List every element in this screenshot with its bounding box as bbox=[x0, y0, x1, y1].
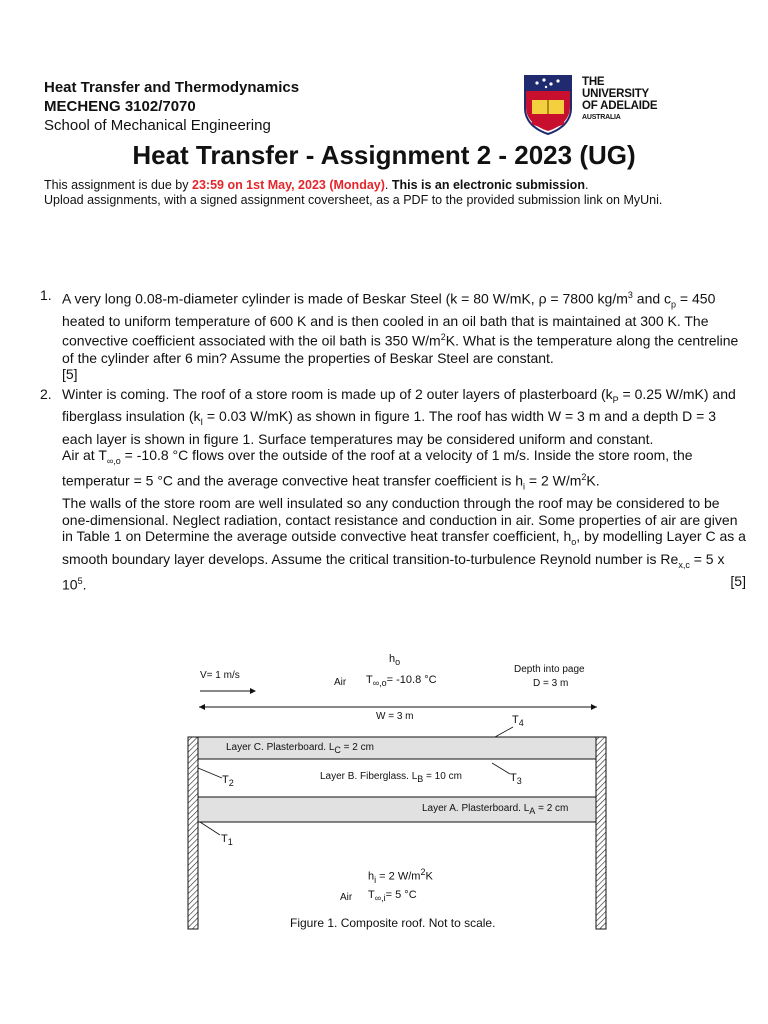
page-title: Heat Transfer - Assignment 2 - 2023 (UG) bbox=[132, 140, 636, 170]
upload-instructions: Upload assignments, with a signed assignment coversheet, as a PDF to the provided submission link on MyUni. bbox=[44, 193, 663, 207]
university-logo bbox=[522, 74, 672, 136]
course-info bbox=[44, 78, 299, 135]
layer-b-label: Layer B. Fiberglass. $L_B = 10$ cm bbox=[320, 771, 462, 784]
question-1: 1. A very long 0.08-m-diameter cylinder is made of Beskar Steel (k = 80 W/mK, ρ = 7800 $kg/m^3$ and $c_p = 450$ heated to uniform temperature of 600 K and is then cooled in an oil bath that is maintained at 300 K. The convective coefficient associated with the oil bath is 350 $W/m^2K$. What is the temperature along the centreline of the cylinder after 6 min? Assume the properties of Beskar Steel are constant. [5] bbox=[40, 287, 739, 383]
logo-wordmark: THE UNIVERSITY OF ADELAIDE AUSTRALIA bbox=[582, 76, 658, 121]
depth-label: Depth into page bbox=[514, 664, 585, 675]
layer-a-label: Layer A. Plasterboard. $L_A = 2$ cm bbox=[422, 803, 569, 816]
t-inside-label: $T_{\infty,i}= 5$ °C bbox=[368, 889, 417, 904]
school-name: School of Mechanical Engineering bbox=[44, 117, 271, 134]
layer-c-label: Layer C. Plasterboard. $L_C = 2$ cm bbox=[226, 742, 374, 755]
t4-label: $T_4$ bbox=[512, 714, 524, 729]
air-top-label: Air bbox=[334, 677, 347, 688]
width-label: W = 3 m bbox=[376, 711, 414, 722]
velocity-label: V= 1 m/s bbox=[200, 670, 240, 681]
course-code: MECHENG 3102/7070 bbox=[44, 98, 196, 115]
due-date: 23:59 on 1st May, 2023 (Monday) bbox=[192, 178, 385, 192]
q2-mark: [5] bbox=[730, 572, 746, 589]
figure-caption: Figure 1. Composite roof. Not to scale. bbox=[290, 916, 496, 930]
figure-composite-roof bbox=[0, 640, 768, 940]
t1-label: $T_1$ bbox=[221, 833, 233, 848]
due-line: This assignment is due by 23:59 on 1st May, 2023 (Monday). This is an electronic submission. bbox=[44, 178, 589, 192]
crest-icon bbox=[522, 74, 574, 136]
course-title: Heat Transfer and Thermodynamics bbox=[44, 79, 300, 96]
question-2: 2. Winter is coming. The roof of a store room is made up of 2 outer layers of plasterboard ($k_P = 0.25$ W/mK) and fiberglass insulation ($k_I = 0.03$ W/mK) as shown in figure 1. The roof has width W = 3 m and a depth D = 3 each layer is shown in figure 1. Surface temperatures may be considered uniform and constant. Air at $T_{\infty,o} = -10.8$ °C flows over the outside of the roof at a velocity of 1 m/s. Inside the store room, the temperatur = 5 °C and the average convective heat transfer coefficient is $h_i = 2$ $W/m^2K$. The walls of the store room are well insulated so any conduction through the roof may be considered to be one-dimensional. Neglect radiation, contact resistance and conduction in air. Some properties of air are given in Table 1 on Determine the average outside convective heat transfer coefficient, $h_o$, by modelling Layer C as a smooth boundary layer develops. Assume the critical transition-to-turbulence Reynold number is $Re_{x,c} = 5$ x $10^5$. [5] bbox=[40, 386, 746, 593]
t3-label: $T_3$ bbox=[510, 772, 522, 787]
intro-text bbox=[44, 178, 724, 208]
q1-mark: [5] bbox=[62, 366, 78, 383]
left-wall bbox=[188, 737, 198, 929]
ho-label: $h_o$ bbox=[389, 653, 401, 668]
depth-value: D = 3 m bbox=[533, 678, 569, 689]
air-bottom-label: Air bbox=[340, 892, 353, 903]
hi-label: $h_i = 2$ $W/m^2K$ bbox=[368, 867, 433, 885]
t-outside-label: $T_{\infty,o}= -10.8$ °C bbox=[366, 674, 437, 689]
right-wall bbox=[596, 737, 606, 929]
t2-label: $T_2$ bbox=[222, 774, 234, 789]
